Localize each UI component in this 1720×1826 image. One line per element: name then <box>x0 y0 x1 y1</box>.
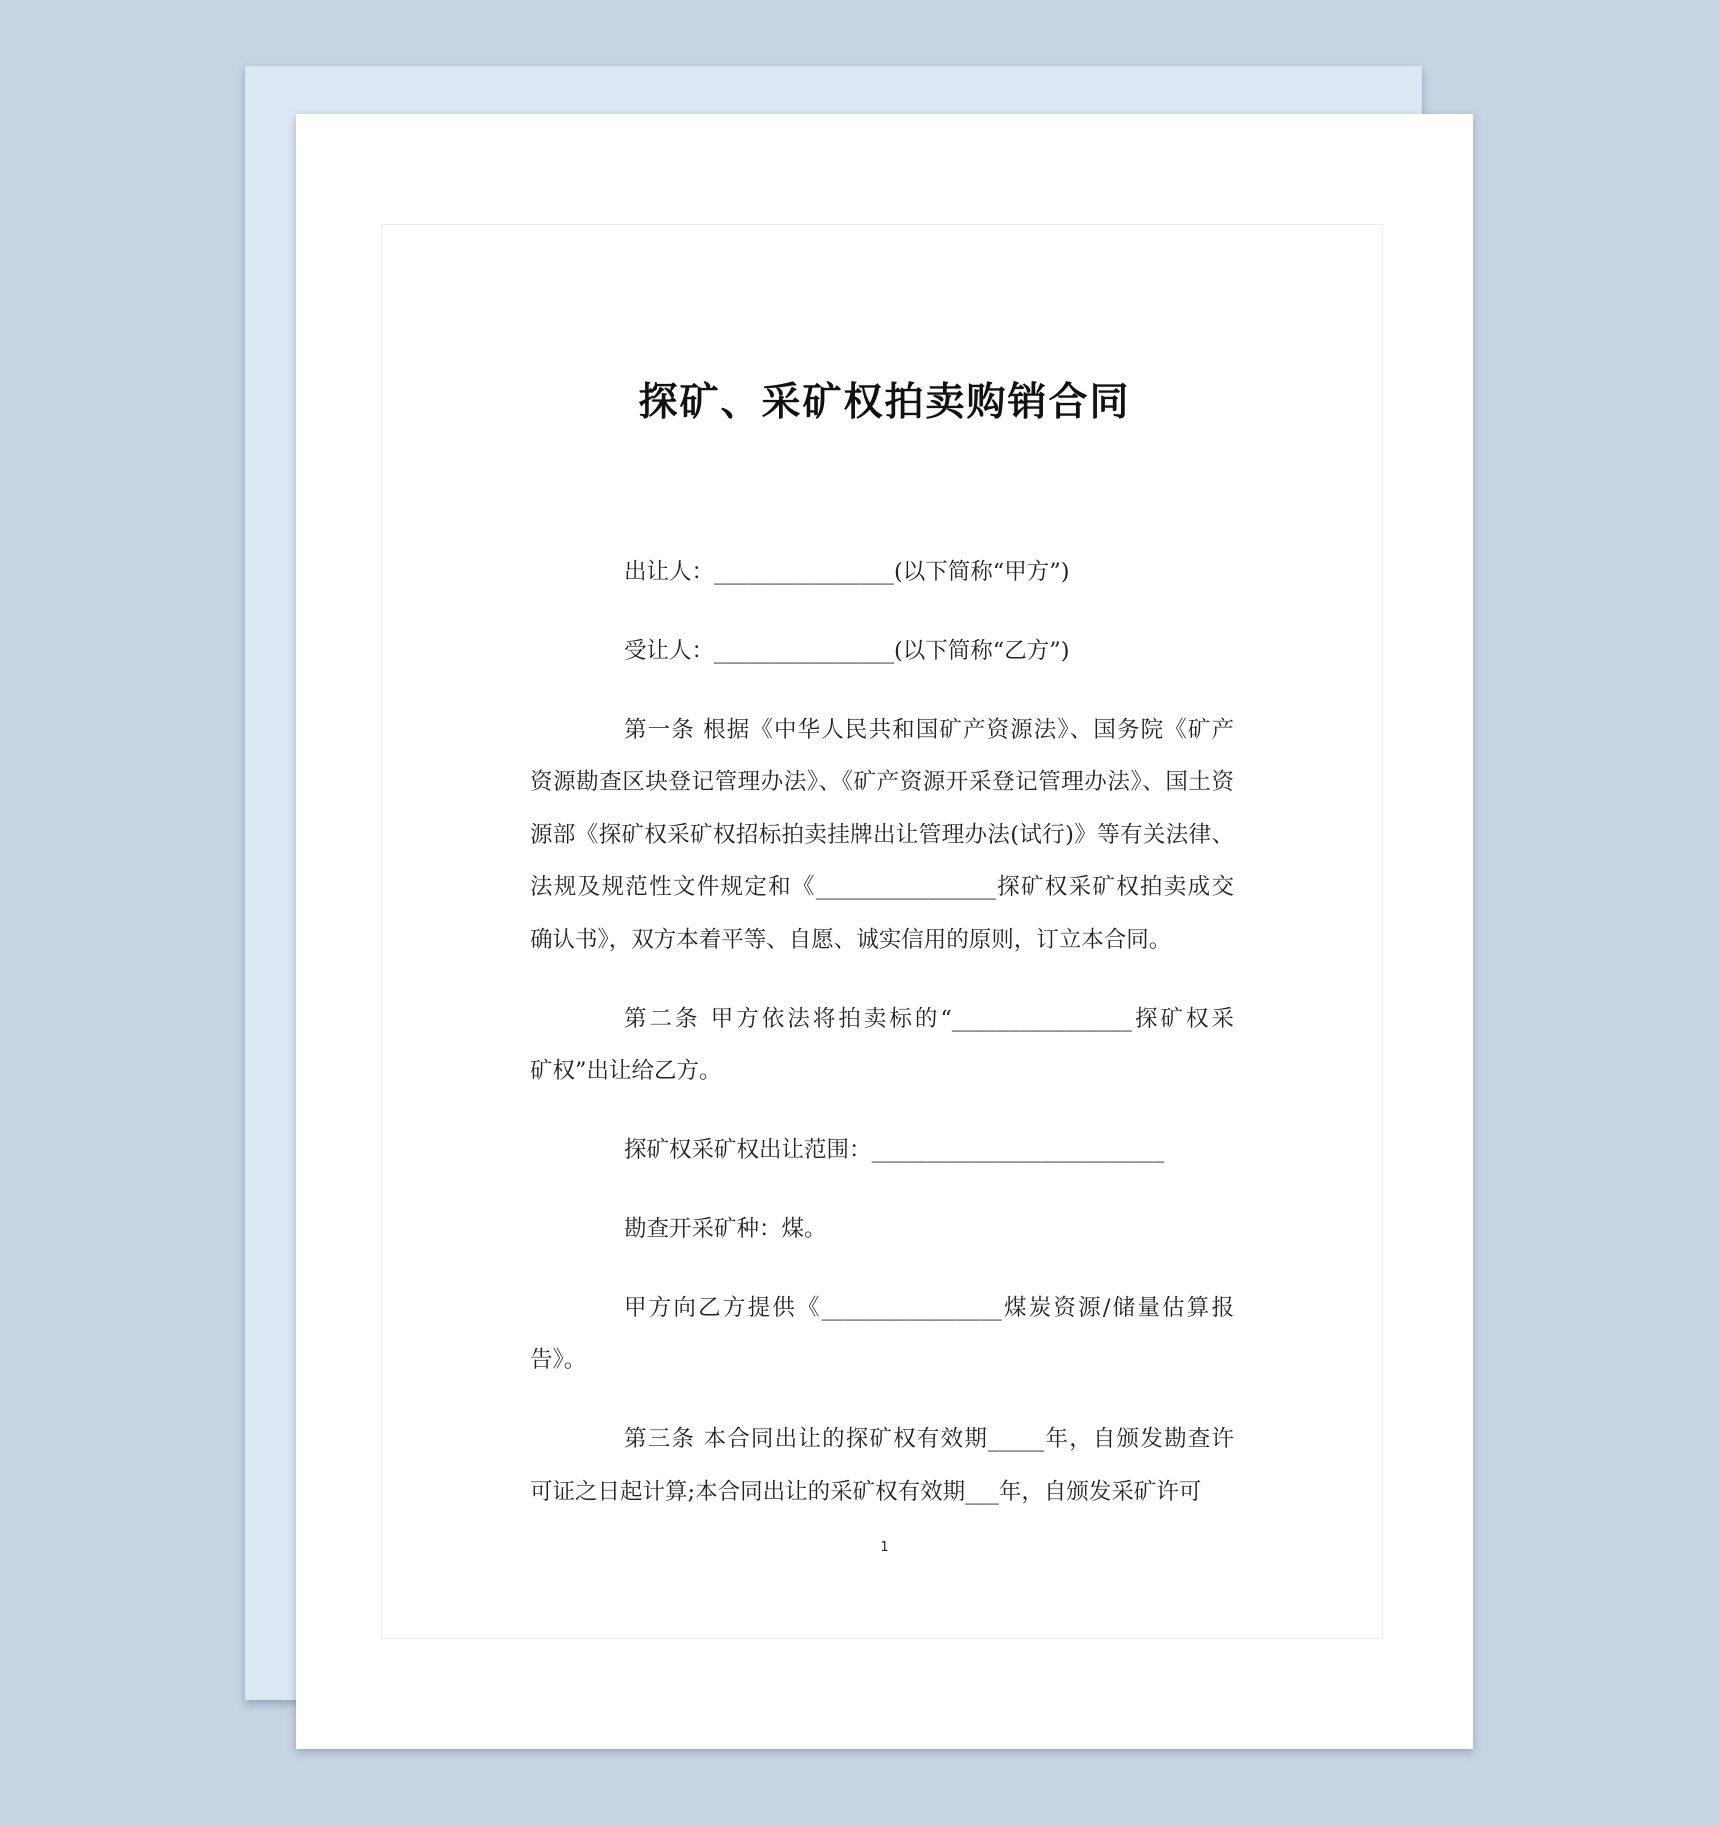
paragraph-line: 受让人：________________(以下简称“乙方”) <box>624 637 1070 664</box>
paragraph-line: 告》。 <box>530 1347 587 1374</box>
paragraph <box>530 704 1234 966</box>
paragraph-line: 矿权”出让给乙方。 <box>530 1057 722 1084</box>
page-number: 1 <box>880 1540 889 1555</box>
paragraph <box>530 1282 1234 1387</box>
paragraph <box>530 1203 1234 1255</box>
paragraph-line: 第一条 根据《中华人民共和国矿产资源法》、国务院《矿产 <box>624 716 1234 743</box>
paragraph <box>530 625 1234 677</box>
paragraph-line: 确认书》，双方本着平等、自愿、诚实信用的原则，订立本合同。 <box>530 926 1172 953</box>
paragraph <box>530 993 1234 1098</box>
paragraph <box>530 1124 1234 1176</box>
paragraph-line: 探矿权采矿权出让范围：__________________________ <box>624 1136 1165 1163</box>
paragraph-line: 资源勘查区块登记管理办法》、《矿产资源开采登记管理办法》、国土资 <box>530 769 1234 796</box>
paragraph-line: 源部《探矿权采矿权招标拍卖挂牌出让管理办法(试行)》等有关法律、 <box>530 821 1234 848</box>
paragraph <box>530 546 1234 598</box>
paragraph-line: 第三条 本合同出让的探矿权有效期_____年，自颁发勘查许 <box>624 1426 1234 1453</box>
paragraph-line: 出让人：________________(以下简称“甲方”) <box>624 559 1070 585</box>
paragraph <box>530 1413 1234 1518</box>
document-title: 探矿、采矿权拍卖购销合同 <box>638 380 1131 425</box>
paragraph-line: 甲方向乙方提供《________________煤炭资源/储量估算报 <box>624 1294 1234 1321</box>
paragraph-line: 第二条 甲方依法将拍卖标的“________________探矿权采 <box>624 1005 1234 1032</box>
document-body <box>530 546 1234 1545</box>
paragraph-line: 可证之日起计算;本合同出让的采矿权有效期___年，自颁发采矿许可 <box>530 1478 1202 1505</box>
document-page <box>296 114 1473 1749</box>
paragraph-line: 法规及规范性文件规定和《________________探矿权采矿权拍卖成交 <box>530 874 1234 901</box>
paragraph-line: 勘查开采矿种：煤。 <box>624 1215 827 1242</box>
